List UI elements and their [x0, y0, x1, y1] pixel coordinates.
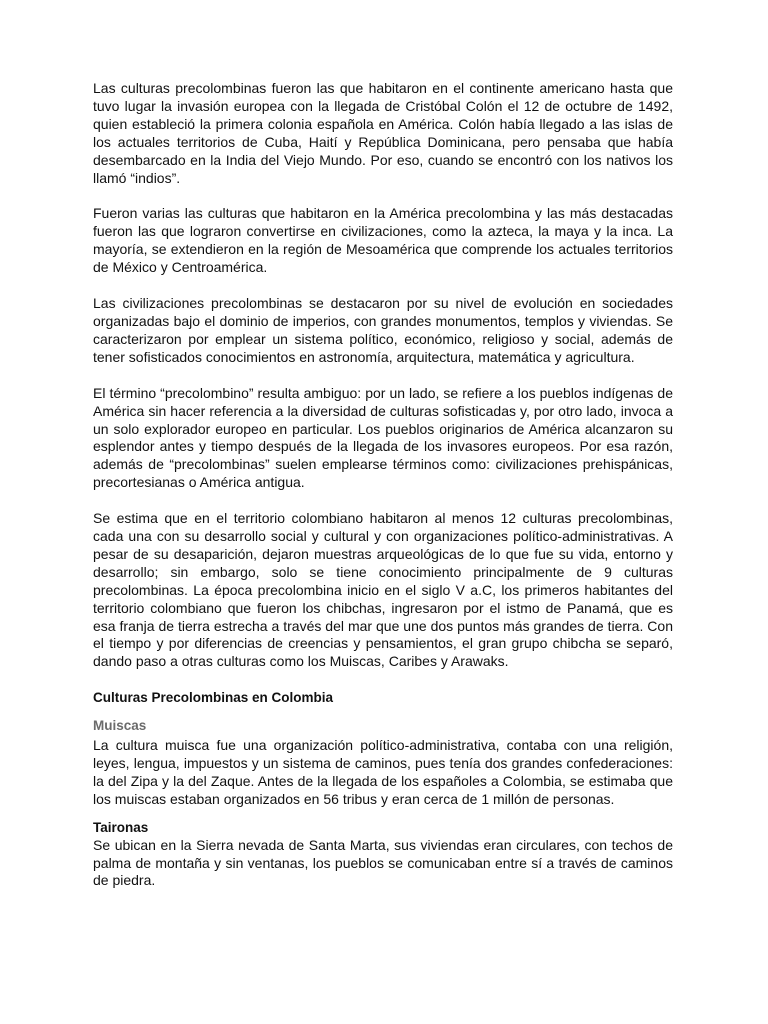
taironas-text: Se ubican en la Sierra nevada de Santa Marta, sus viviendas eran circulares, con techos de palma de montaña y sin ventanas, los pueblos se comunicaban entre sí a través de caminos de piedra.: [93, 836, 673, 889]
taironas-heading: Taironas: [93, 819, 149, 835]
muiscas-text: La cultura muisca fue una organización político-administrativa, contaba con una religión, leyes, lengua, impuestos y un sistema de caminos, pues tenía dos grandes confederaciones: la del Zipa y la del Zaque. Antes de la llegada de los españoles a Colombia, se estimaba que los muiscas estaban organizados en 56 tribus y eran cerca de 1 millón de personas.: [93, 737, 673, 807]
section-title: Culturas Precolombinas en Colombia: [93, 690, 334, 706]
paragraph-term: El término “precolombino” resulta ambiguo: por un lado, se refiere a los pueblos indígenas de América sin hacer referencia a la diversidad de culturas sofisticadas y, por otro lado, invoca a un solo explorador europeo en particular. Los pueblos originarios de América alcanzaron su esplendor antes y tiempo después de la llegada de los invasores europeos. Por esa razón, además de “precolombinas” suelen emplearse términos como: civilizaciones prehispánicas, precortesianas o América antigua.: [93, 384, 673, 491]
paragraph-intro: Las culturas precolombinas fueron las que habitaron en el continente americano hasta que tuvo lugar la invasión europea con la llegada de Cristóbal Colón el 12 de octubre de 1492, quien estableció la primera colonia española en América. Colón había llegado a las islas de los actuales territorios de Cuba, Haití y República Dominicana, pero pensaba que había desembarcado en la India del Viejo Mundo. Por eso, cuando se encontró con los nativos los llamó “indios”.: [93, 80, 673, 186]
document-page: [93, 80, 673, 890]
muiscas-heading: Muiscas: [93, 718, 147, 734]
paragraph-civilizations: Las civilizaciones precolombinas se destacaron por su nivel de evolución en sociedades organizadas bajo el dominio de imperios, con grandes monumentos, templos y viviendas. Se caracterizaron por emplear un sistema político, económico, religioso y social, además de tener sofisticados conocimientos en astronomía, arquitectura, matemática y agricultura.: [93, 295, 673, 365]
paragraph-colombia: Se estima que en el territorio colombiano habitaron al menos 12 culturas precolombinas, cada una con su desarrollo social y cultural y con organizaciones político-administrativas. A pesar de su desaparición, dejaron muestras arqueológicas de lo que fue su vida, entorno y desarrollo; sin embargo, solo se tiene conocimiento principalmente de 9 culturas precolombinas. La época precolombina inicio en el siglo V a.C, los primeros habitantes del territorio colombiano que fueron los chibchas, ingresaron por el istmo de Panamá, que es esa franja de tierra estrecha a través del mar que une dos puntos más grandes de tierra. Con el tiempo y por diferencias de creencias y pensamientos, el gran grupo chibcha se separó, dando paso a otras culturas como los Muiscas, Caribes y Arawaks.: [93, 510, 673, 670]
paragraph-cultures: Fueron varias las culturas que habitaron en la América precolombina y las más destacadas fueron las que lograron convertirse en civilizaciones, como la azteca, la maya y la inca. La mayoría, se extendieron en la región de Mesoamérica que comprende los actuales territorios de México y Centroamérica.: [93, 205, 673, 276]
